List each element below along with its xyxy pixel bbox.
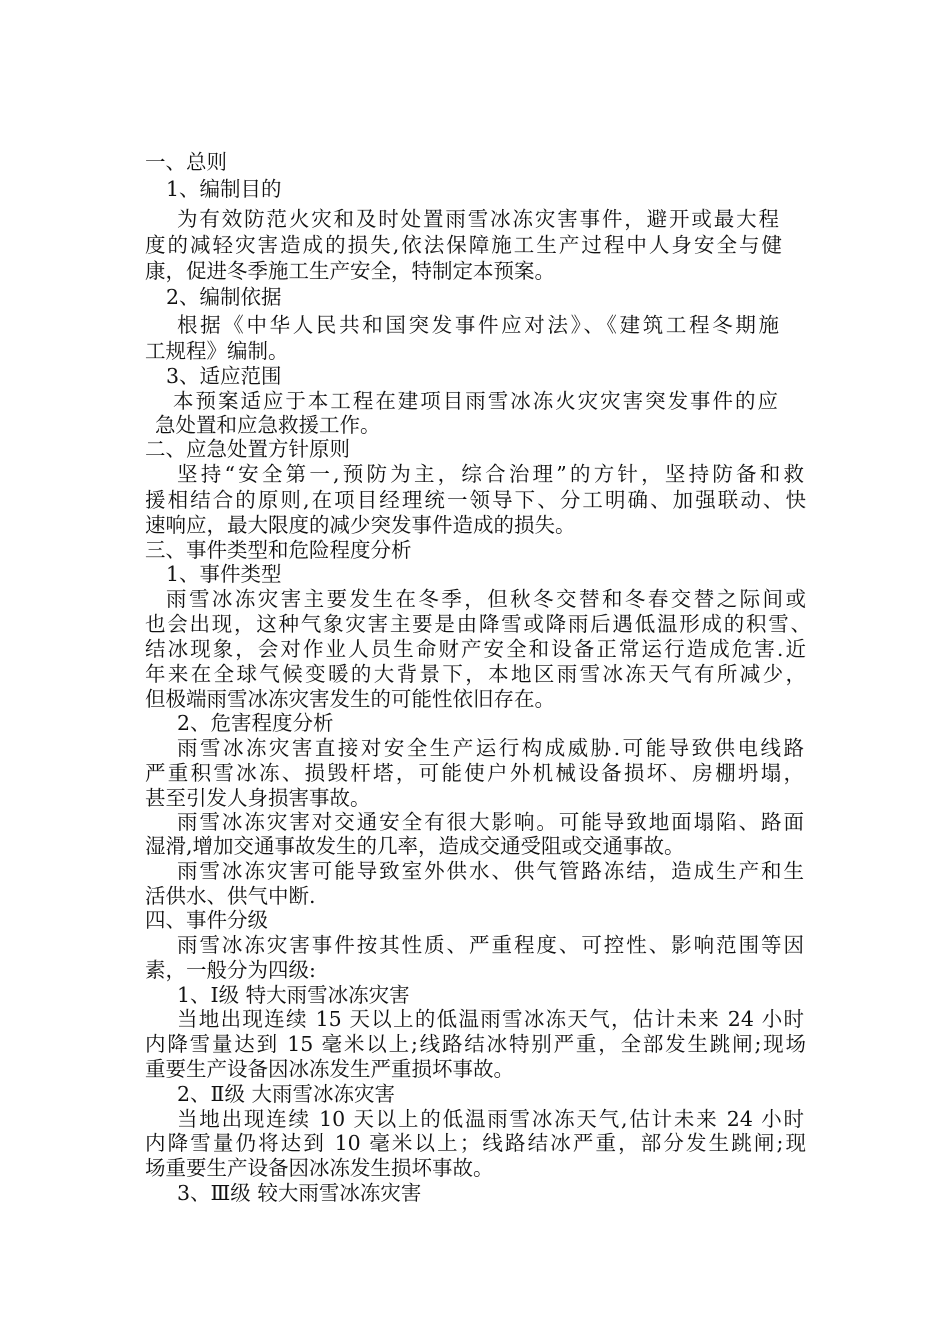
- subheading-hazard: 2、危害程度分析: [177, 711, 334, 735]
- paragraph-line: 甚至引发人身损害事故。: [145, 786, 371, 810]
- level-heading-1: 1、Ⅰ级 特大雨雪冰冻灾害: [177, 983, 410, 1007]
- level-heading-2: 2、Ⅱ级 大雨雪冰冻灾害: [177, 1082, 395, 1106]
- section-heading-grading: 四、事件分级: [145, 908, 268, 932]
- subheading-event-types: 1、事件类型: [166, 562, 282, 586]
- paragraph-line: 严重积雪冰冻、损毁杆塔，可能使户外机械设备损坏、房棚坍塌，: [145, 761, 804, 785]
- paragraph-line: 康，促进冬季施工生产安全，特制定本预案。: [145, 259, 555, 283]
- paragraph-line: 素，一般分为四级:: [145, 958, 316, 982]
- paragraph-line: 湿滑,增加交通事故发生的几率，造成交通受阻或交通事故。: [145, 834, 685, 858]
- paragraph-line: 坚持“安全第一,预防为主，综合治理”的方针，坚持防备和救: [177, 462, 804, 486]
- paragraph-line: 雨雪冰冻灾害直接对安全生产运行构成威胁.可能导致供电线路: [177, 736, 804, 760]
- paragraph-line: 场重要生产设备因冰冻发生损坏事故。: [145, 1156, 494, 1180]
- subheading-basis: 2、编制依据: [166, 285, 282, 309]
- subheading-scope: 3、适应范围: [166, 364, 282, 388]
- subheading-purpose: 1、编制目的: [166, 177, 282, 201]
- paragraph-line: 结冰现象，会对作业人员生命财产安全和设备正常运行造成危害.近: [145, 637, 806, 661]
- level-heading-3: 3、Ⅲ级 较大雨雪冰冻灾害: [177, 1181, 422, 1205]
- paragraph-line: 工规程》编制。: [145, 339, 289, 363]
- paragraph-line: 内降雪量仍将达到 10 毫米以上；线路结冰严重，部分发生跳闸;现: [145, 1131, 806, 1155]
- section-heading-principles: 二、应急处置方针原则: [145, 437, 350, 461]
- paragraph-line: 速响应，最大限度的减少突发事件造成的损失。: [145, 513, 576, 537]
- paragraph-line: 本预案适应于本工程在建项目雨雪冰冻火灾灾害突发事件的应: [173, 389, 778, 413]
- paragraph-line: 根据《中华人民共和国突发事件应对法》、《建筑工程冬期施: [177, 313, 779, 337]
- paragraph-line: 度的减轻灾害造成的损失,依法保障施工生产过程中人身安全与健: [145, 233, 782, 257]
- paragraph-line: 急处置和应急救援工作。: [155, 413, 381, 437]
- paragraph-line: 也会出现，这种气象灾害主要是由降雪或降雨后遇低温形成的积雪、: [145, 612, 811, 636]
- section-heading-general: 一、总则: [145, 150, 227, 174]
- paragraph-line: 当地出现连续 15 天以上的低温雨雪冰冻天气，估计未来 24 小时: [177, 1007, 804, 1031]
- paragraph-line: 年来在全球气候变暖的大背景下，本地区雨雪冰冻天气有所减少，: [145, 662, 806, 686]
- paragraph-line: 为有效防范火灾和及时处置雨雪冰冻灾害事件，避开或最大程: [177, 207, 779, 231]
- section-heading-event-types: 三、事件类型和危险程度分析: [145, 538, 412, 562]
- paragraph-line: 但极端雨雪冰冻灾害发生的可能性依旧存在。: [145, 687, 555, 711]
- paragraph-line: 雨雪冰冻灾害主要发生在冬季，但秋冬交替和冬春交替之际间或: [166, 587, 806, 611]
- paragraph-line: 重要生产设备因冰冻发生严重损坏事故。: [145, 1057, 514, 1081]
- paragraph-line: 雨雪冰冻灾害事件按其性质、严重程度、可控性、影响范围等因: [177, 933, 804, 957]
- paragraph-line: 内降雪量达到 15 毫米以上;线路结冰特别严重，全部发生跳闸;现场: [145, 1032, 806, 1056]
- paragraph-line: 当地出现连续 10 天以上的低温雨雪冰冻天气,估计未来 24 小时: [177, 1107, 804, 1131]
- paragraph-line: 雨雪冰冻灾害可能导致室外供水、供气管路冻结，造成生产和生: [177, 859, 804, 883]
- paragraph-line: 活供水、供气中断.: [145, 884, 316, 908]
- paragraph-line: 雨雪冰冻灾害对交通安全有很大影响。可能导致地面塌陷、路面: [177, 810, 804, 834]
- paragraph-line: 援相结合的原则,在项目经理统一领导下、分工明确、加强联动、快: [145, 488, 806, 512]
